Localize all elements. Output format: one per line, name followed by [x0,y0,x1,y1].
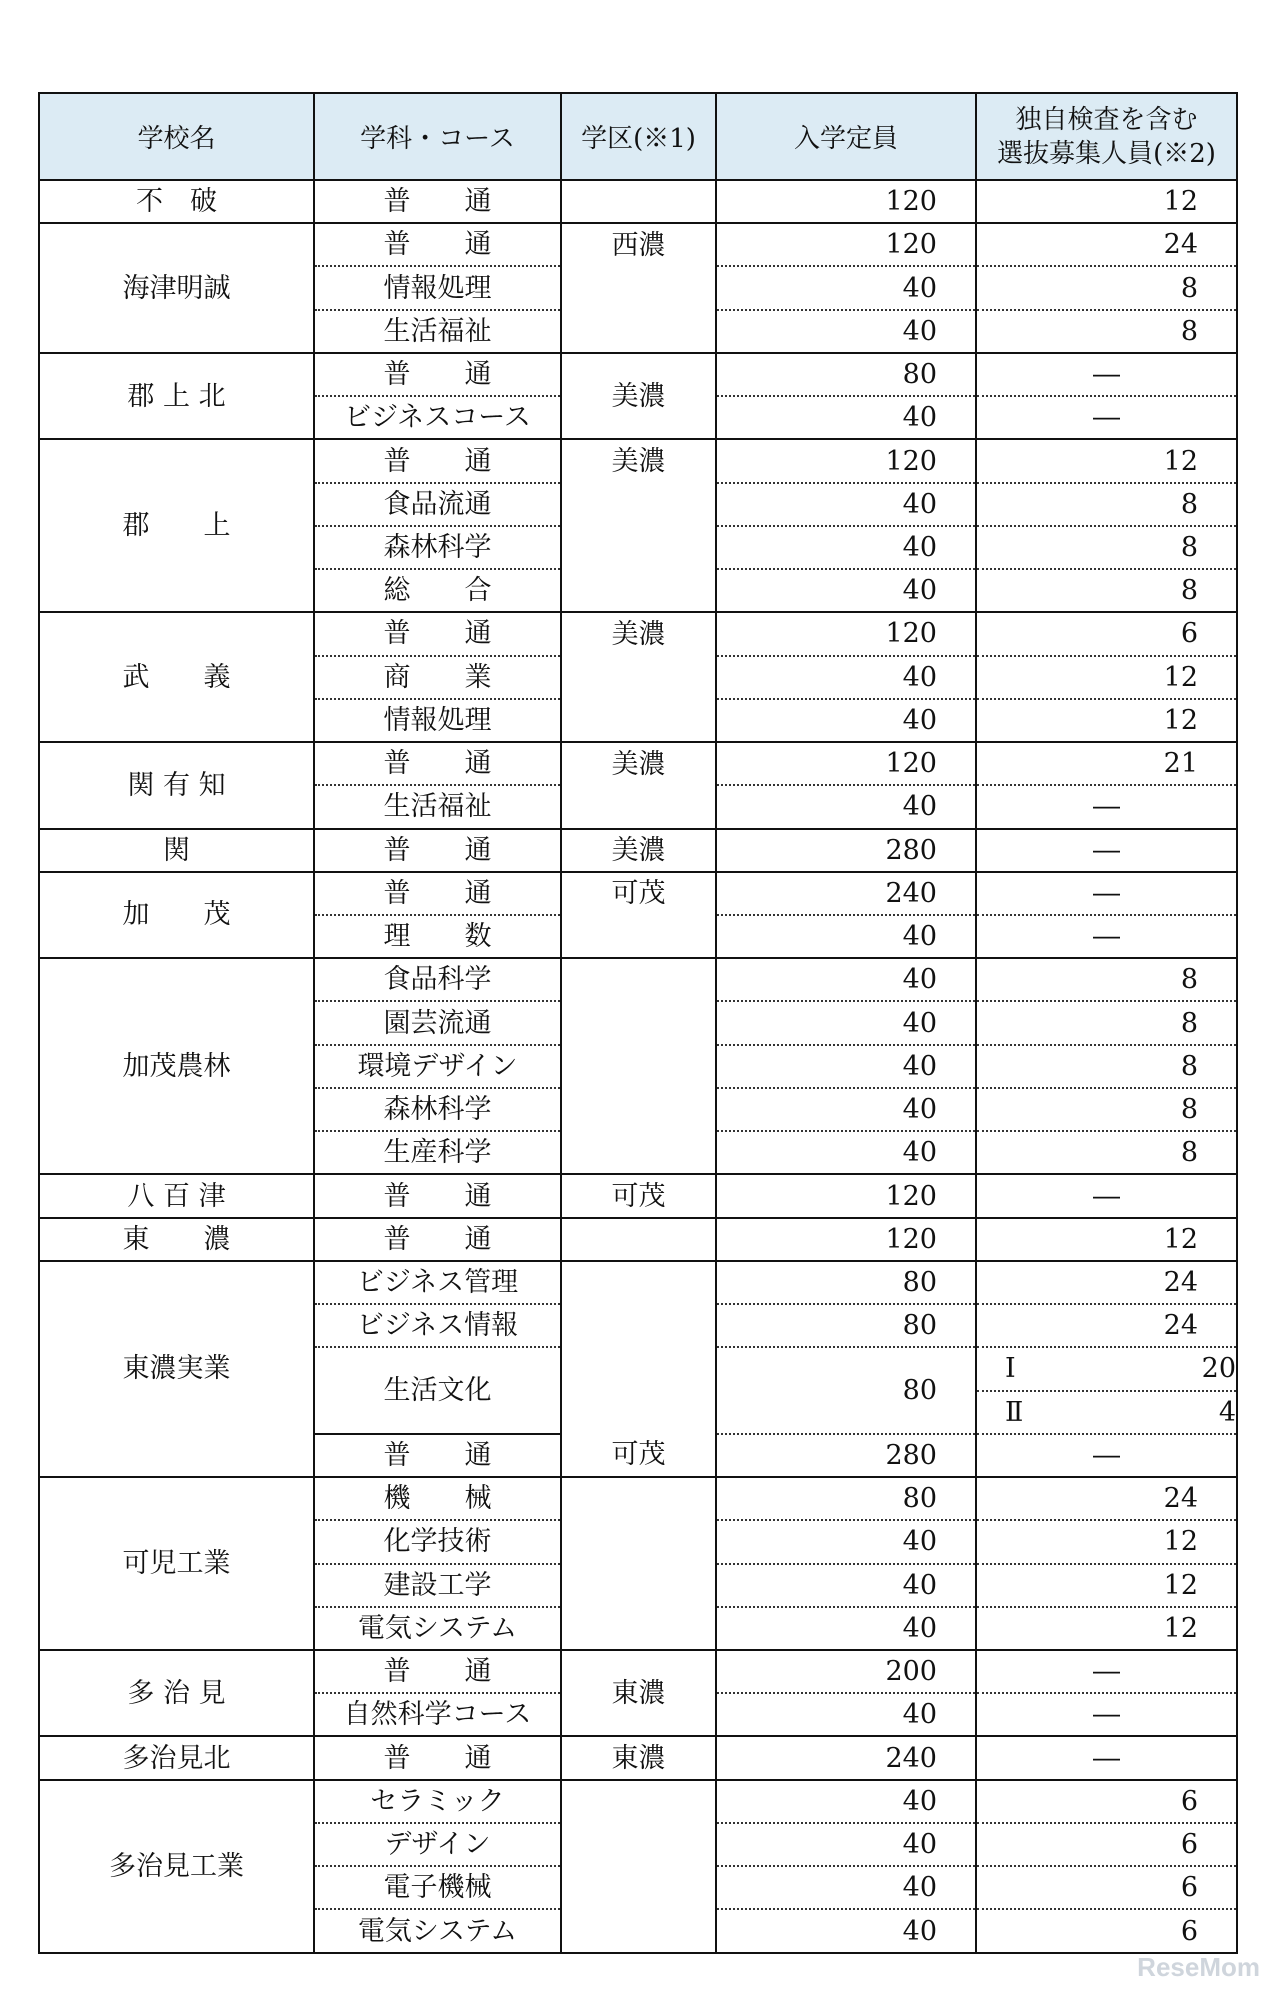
header-selection-line1: 独自検査を含む [1015,104,1198,135]
table-row [39,958,1237,1001]
course-cell: 普 通 [314,742,561,785]
selection-cell: 12 [976,180,1237,223]
selection-sub-label: Ⅱ [1005,1396,1024,1428]
table-row [39,223,1237,266]
selection-sub-label: Ⅰ [1005,1353,1016,1385]
district-cell: 美濃 [561,829,716,872]
school-name-cell: 関 有 知 [39,742,314,828]
district-cell [561,1261,716,1304]
capacity-cell: 40 [716,569,976,612]
district-cell [561,915,716,958]
selection-cell: 12 [976,439,1237,482]
selection-cell: 8 [976,1131,1237,1174]
selection-cell: 24 [976,1477,1237,1520]
school-name-cell: 多 治 見 [39,1650,314,1736]
capacity-cell: 40 [716,1909,976,1953]
capacity-cell: 40 [716,266,976,309]
district-cell [561,526,716,569]
course-cell: 自然科学コース [314,1693,561,1736]
course-cell: 機 械 [314,1477,561,1520]
selection-cell: ― [976,829,1237,872]
district-cell: 可茂 [561,1174,716,1217]
resemom-watermark: ReseMom [1137,1952,1260,1982]
table-row [39,439,1237,482]
capacity-cell: 80 [716,353,976,396]
course-cell: 生活福祉 [314,785,561,828]
table-row [39,1780,1237,1823]
district-cell: 可茂 [561,872,716,915]
course-cell: 情報処理 [314,266,561,309]
district-cell [561,310,716,353]
table-row [39,1650,1237,1693]
district-cell [561,1823,716,1866]
selection-cell: 6 [976,1780,1237,1823]
school-name-cell: 加茂農林 [39,958,314,1174]
capacity-cell: 40 [716,1564,976,1607]
course-cell: 普 通 [314,1174,561,1217]
school-name-cell: 加 茂 [39,872,314,958]
selection-sub-cell [976,1347,1237,1390]
header-district: 学区(※1) [561,93,716,180]
school-name-cell: 武 義 [39,612,314,742]
selection-cell: 12 [976,1607,1237,1650]
capacity-cell: 120 [716,1218,976,1261]
course-cell: 普 通 [314,872,561,915]
district-cell [561,699,716,742]
selection-cell: 24 [976,223,1237,266]
capacity-cell: 40 [716,1001,976,1044]
course-cell: 普 通 [314,1650,561,1693]
course-cell: 生活福祉 [314,310,561,353]
course-cell: 食品科学 [314,958,561,1001]
capacity-cell: 40 [716,1520,976,1563]
course-cell: 電気システム [314,1607,561,1650]
course-cell: 情報処理 [314,699,561,742]
district-cell [561,1218,716,1261]
selection-cell: 8 [976,266,1237,309]
selection-cell: 12 [976,1218,1237,1261]
capacity-cell: 40 [716,1088,976,1131]
district-cell: 東濃 [561,1736,716,1779]
selection-cell: ― [976,915,1237,958]
course-cell: 建設工学 [314,1564,561,1607]
course-cell: 園芸流通 [314,1001,561,1044]
capacity-cell: 40 [716,699,976,742]
selection-cell: ― [976,1174,1237,1217]
school-name-cell: 八 百 津 [39,1174,314,1217]
selection-cell: 6 [976,1909,1237,1953]
course-cell: デザイン [314,1823,561,1866]
course-cell: 環境デザイン [314,1045,561,1088]
course-cell: 商 業 [314,656,561,699]
course-cell: 普 通 [314,612,561,655]
school-name-cell: 郡 上 北 [39,353,314,439]
selection-cell: 8 [976,310,1237,353]
capacity-cell: 80 [716,1261,976,1304]
district-cell [561,1131,716,1174]
school-name-cell: 郡 上 [39,439,314,612]
selection-cell: 12 [976,1520,1237,1563]
district-cell [561,1477,716,1520]
capacity-cell: 40 [716,1045,976,1088]
district-cell [561,1001,716,1044]
course-cell: 生活文化 [314,1347,561,1433]
course-cell: 化学技術 [314,1520,561,1563]
selection-cell: 6 [976,1823,1237,1866]
district-cell [561,1564,716,1607]
district-cell: 美濃 [561,353,716,439]
header-selection-line2: 選抜募集人員(※2) [997,138,1216,169]
selection-cell: ― [976,396,1237,439]
header-capacity: 入学定員 [716,93,976,180]
capacity-cell: 40 [716,1823,976,1866]
capacity-cell: 80 [716,1477,976,1520]
course-cell: 普 通 [314,353,561,396]
course-cell: ビジネスコース [314,396,561,439]
capacity-cell: 240 [716,872,976,915]
capacity-cell: 280 [716,829,976,872]
capacity-cell: 40 [716,1131,976,1174]
capacity-cell: 40 [716,958,976,1001]
district-cell [561,1607,716,1650]
district-cell: 美濃 [561,439,716,482]
course-cell: ビジネス管理 [314,1261,561,1304]
course-cell: 普 通 [314,1434,561,1477]
table-body [39,180,1237,1953]
table-row [39,872,1237,915]
school-name-cell: 可児工業 [39,1477,314,1650]
capacity-cell: 40 [716,915,976,958]
district-cell [561,180,716,223]
selection-cell: 8 [976,1045,1237,1088]
capacity-cell: 80 [716,1304,976,1347]
table-row [39,1736,1237,1779]
school-name-cell: 関 [39,829,314,872]
capacity-cell: 120 [716,612,976,655]
district-cell [561,1866,716,1909]
table-row [39,353,1237,396]
district-cell [561,1088,716,1131]
capacity-cell: 40 [716,396,976,439]
header-school: 学校名 [39,93,314,180]
selection-cell: 12 [976,656,1237,699]
district-cell [561,1304,716,1347]
school-name-cell: 多治見北 [39,1736,314,1779]
selection-sub-cell [976,1391,1237,1434]
header-selection [976,93,1237,180]
table-row [39,742,1237,785]
district-cell: 東濃 [561,1650,716,1736]
course-cell: 食品流通 [314,483,561,526]
selection-cell: ― [976,785,1237,828]
capacity-cell: 120 [716,742,976,785]
selection-cell: 12 [976,699,1237,742]
table-header-row [39,93,1237,180]
course-cell: 普 通 [314,1736,561,1779]
table-row [39,612,1237,655]
district-cell [561,266,716,309]
course-cell: 生産科学 [314,1131,561,1174]
capacity-cell: 40 [716,483,976,526]
district-cell [561,1045,716,1088]
table-row [39,829,1237,872]
district-cell [561,1909,716,1953]
capacity-cell: 40 [716,310,976,353]
district-cell [561,656,716,699]
selection-cell: 8 [976,526,1237,569]
capacity-cell: 40 [716,1866,976,1909]
district-cell [561,1347,716,1433]
table-row [39,1261,1237,1304]
course-cell: 電気システム [314,1909,561,1953]
course-cell: 森林科学 [314,526,561,569]
selection-cell: 24 [976,1261,1237,1304]
course-cell: 理 数 [314,915,561,958]
school-name-cell: 東濃実業 [39,1261,314,1477]
course-cell: 総 合 [314,569,561,612]
district-cell: 美濃 [561,742,716,785]
course-cell: セラミック [314,1780,561,1823]
selection-cell: 8 [976,1001,1237,1044]
table-row [39,180,1237,223]
district-cell [561,785,716,828]
capacity-cell: 40 [716,656,976,699]
selection-cell: 21 [976,742,1237,785]
school-name-cell: 海津明誠 [39,223,314,353]
course-cell: 電子機械 [314,1866,561,1909]
school-name-cell: 不 破 [39,180,314,223]
capacity-cell: 40 [716,1693,976,1736]
selection-cell: 8 [976,958,1237,1001]
selection-sub-value: 20 [1201,1353,1236,1385]
course-cell: ビジネス情報 [314,1304,561,1347]
capacity-cell: 40 [716,1607,976,1650]
district-cell: 可茂 [561,1434,716,1477]
selection-cell: ― [976,1434,1237,1477]
capacity-cell: 200 [716,1650,976,1693]
course-cell: 普 通 [314,1218,561,1261]
district-cell: 西濃 [561,223,716,266]
district-cell [561,958,716,1001]
capacity-cell: 120 [716,1174,976,1217]
course-cell: 普 通 [314,223,561,266]
selection-cell: 12 [976,1564,1237,1607]
capacity-cell: 40 [716,785,976,828]
table-row [39,1477,1237,1520]
capacity-cell: 120 [716,180,976,223]
district-cell [561,1780,716,1823]
capacity-cell: 120 [716,223,976,266]
selection-cell: ― [976,1736,1237,1779]
course-cell: 森林科学 [314,1088,561,1131]
course-cell: 普 通 [314,439,561,482]
table-row [39,1218,1237,1261]
selection-cell: ― [976,1693,1237,1736]
selection-cell: 8 [976,569,1237,612]
school-name-cell: 多治見工業 [39,1780,314,1953]
selection-cell: 6 [976,1866,1237,1909]
admissions-table [38,92,1238,1954]
course-cell: 普 通 [314,180,561,223]
school-name-cell: 東 濃 [39,1218,314,1261]
selection-cell: 8 [976,483,1237,526]
capacity-cell: 80 [716,1347,976,1433]
selection-cell: ― [976,872,1237,915]
capacity-cell: 240 [716,1736,976,1779]
district-cell [561,483,716,526]
selection-cell: 6 [976,612,1237,655]
table-row [39,1174,1237,1217]
selection-cell: 24 [976,1304,1237,1347]
header-course: 学科・コース [314,93,561,180]
capacity-cell: 120 [716,439,976,482]
district-cell: 美濃 [561,612,716,655]
capacity-cell: 40 [716,526,976,569]
selection-cell: 8 [976,1088,1237,1131]
course-cell: 普 通 [314,829,561,872]
district-cell [561,1520,716,1563]
capacity-cell: 280 [716,1434,976,1477]
selection-cell: ― [976,353,1237,396]
selection-sub-value: 4 [1218,1396,1236,1428]
district-cell [561,569,716,612]
capacity-cell: 40 [716,1780,976,1823]
selection-cell: ― [976,1650,1237,1693]
